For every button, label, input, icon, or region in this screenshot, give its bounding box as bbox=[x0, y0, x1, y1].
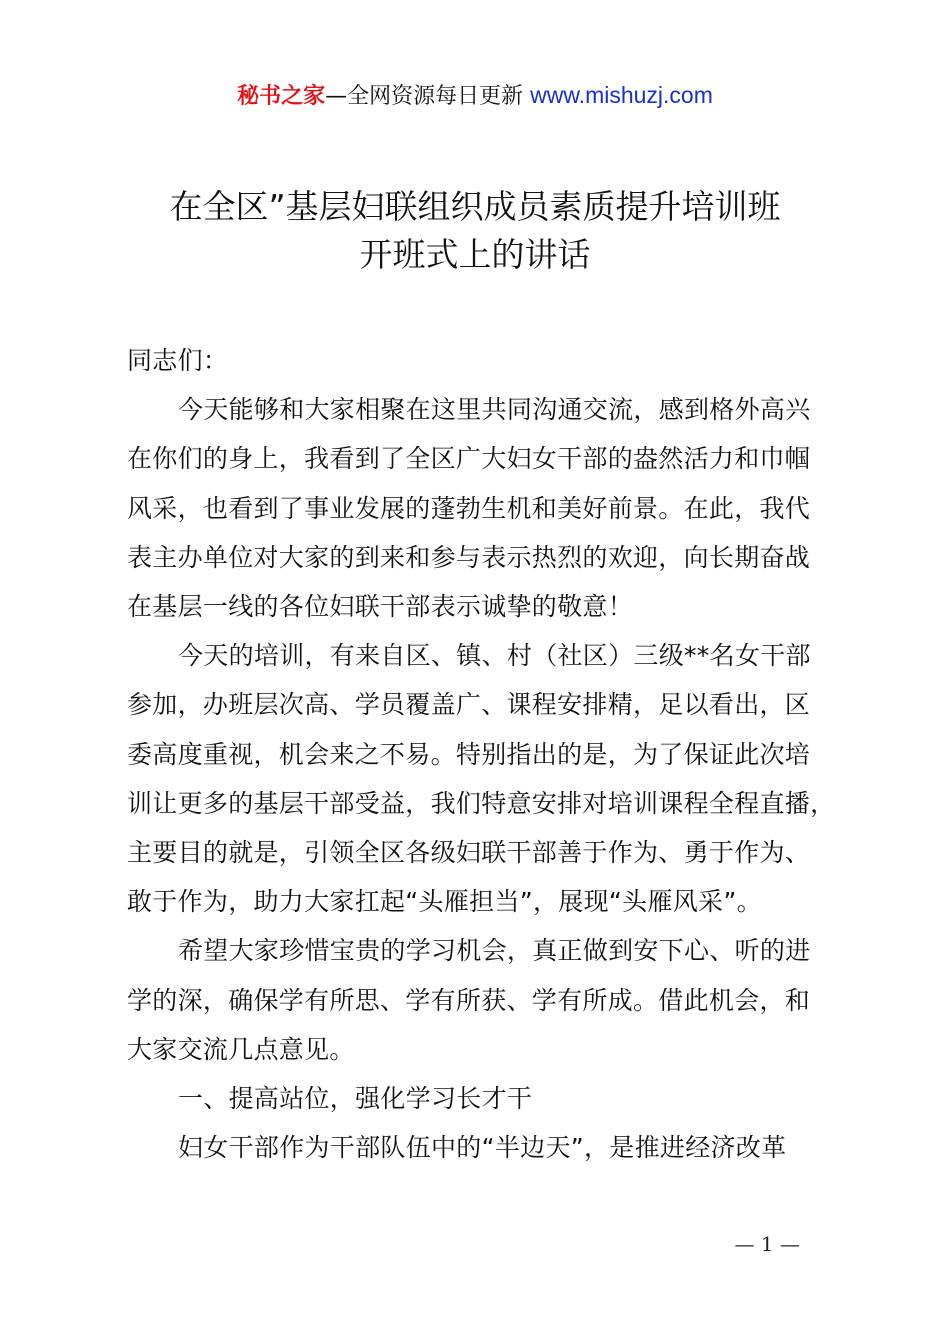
paragraph-line: 风采，也看到了事业发展的蓬勃生机和美好前景。在此，我代 bbox=[127, 493, 811, 523]
salutation bbox=[127, 336, 847, 385]
paragraph-line: 在你们的身上，我看到了全区广大妇女干部的盎然活力和巾帼 bbox=[127, 444, 811, 474]
paragraph-line: 参加，办班层次高、学员覆盖广、课程安排精，足以看出，区 bbox=[127, 690, 811, 720]
title-line: 开班式上的讲话 bbox=[359, 235, 591, 274]
section-heading-text: 一、提高站位，强化学习长才干 bbox=[178, 1084, 533, 1114]
paragraph-line: 委高度重视，机会来之不易。特别指出的是，为了保证此次培 bbox=[127, 739, 811, 769]
paragraph-line: 妇女干部作为干部队伍中的“半边天”，是推进经济改革 bbox=[178, 1133, 787, 1163]
paragraph bbox=[127, 631, 847, 926]
paragraph bbox=[127, 385, 847, 631]
paragraph-line: 表主办单位对大家的到来和参与表示热烈的欢迎，向长期奋战 bbox=[127, 542, 811, 572]
paragraph-line: 今天的培训，有来自区、镇、村（社区）三级**名女干部 bbox=[178, 641, 811, 671]
site-url-link[interactable]: www.mishuzj.com bbox=[530, 82, 713, 108]
page-number: — 1 — bbox=[734, 1232, 800, 1256]
salutation-text: 同志们： bbox=[127, 346, 229, 375]
brand-name: 秘书之家 bbox=[237, 84, 326, 109]
header-tagline: —全网资源每日更新 bbox=[325, 84, 531, 109]
document-body bbox=[127, 336, 847, 1172]
paragraph-line: 希望大家珍惜宝贵的学习机会，真正做到安下心、听的进 bbox=[178, 936, 811, 966]
title-line: 在全区”基层妇联组织成员素质提升培训班 bbox=[169, 187, 781, 226]
paragraph-line: 大家交流几点意见。 bbox=[127, 1034, 355, 1064]
paragraph-line: 训让更多的基层干部受益，我们特意安排对培训课程全程直播， bbox=[127, 788, 836, 818]
paragraph bbox=[127, 1123, 847, 1172]
section-heading bbox=[127, 1074, 847, 1123]
paragraph-line: 主要目的就是，引领全区各级妇联干部善于作为、勇于作为、 bbox=[127, 838, 811, 868]
document-title bbox=[90, 183, 860, 279]
paragraph-line: 今天能够和大家相聚在这里共同沟通交流，感到格外高兴 bbox=[178, 395, 811, 425]
paragraph bbox=[127, 926, 847, 1074]
paragraph-line: 在基层一线的各位妇联干部表示诚挚的敬意！ bbox=[127, 592, 634, 622]
paragraph-line: 学的深，确保学有所思、学有所获、学有所成。借此机会，和 bbox=[127, 985, 811, 1015]
site-header bbox=[0, 78, 950, 114]
paragraph-line: 敢于作为，助力大家扛起“头雁担当”，展现“头雁风采”。 bbox=[127, 887, 762, 917]
